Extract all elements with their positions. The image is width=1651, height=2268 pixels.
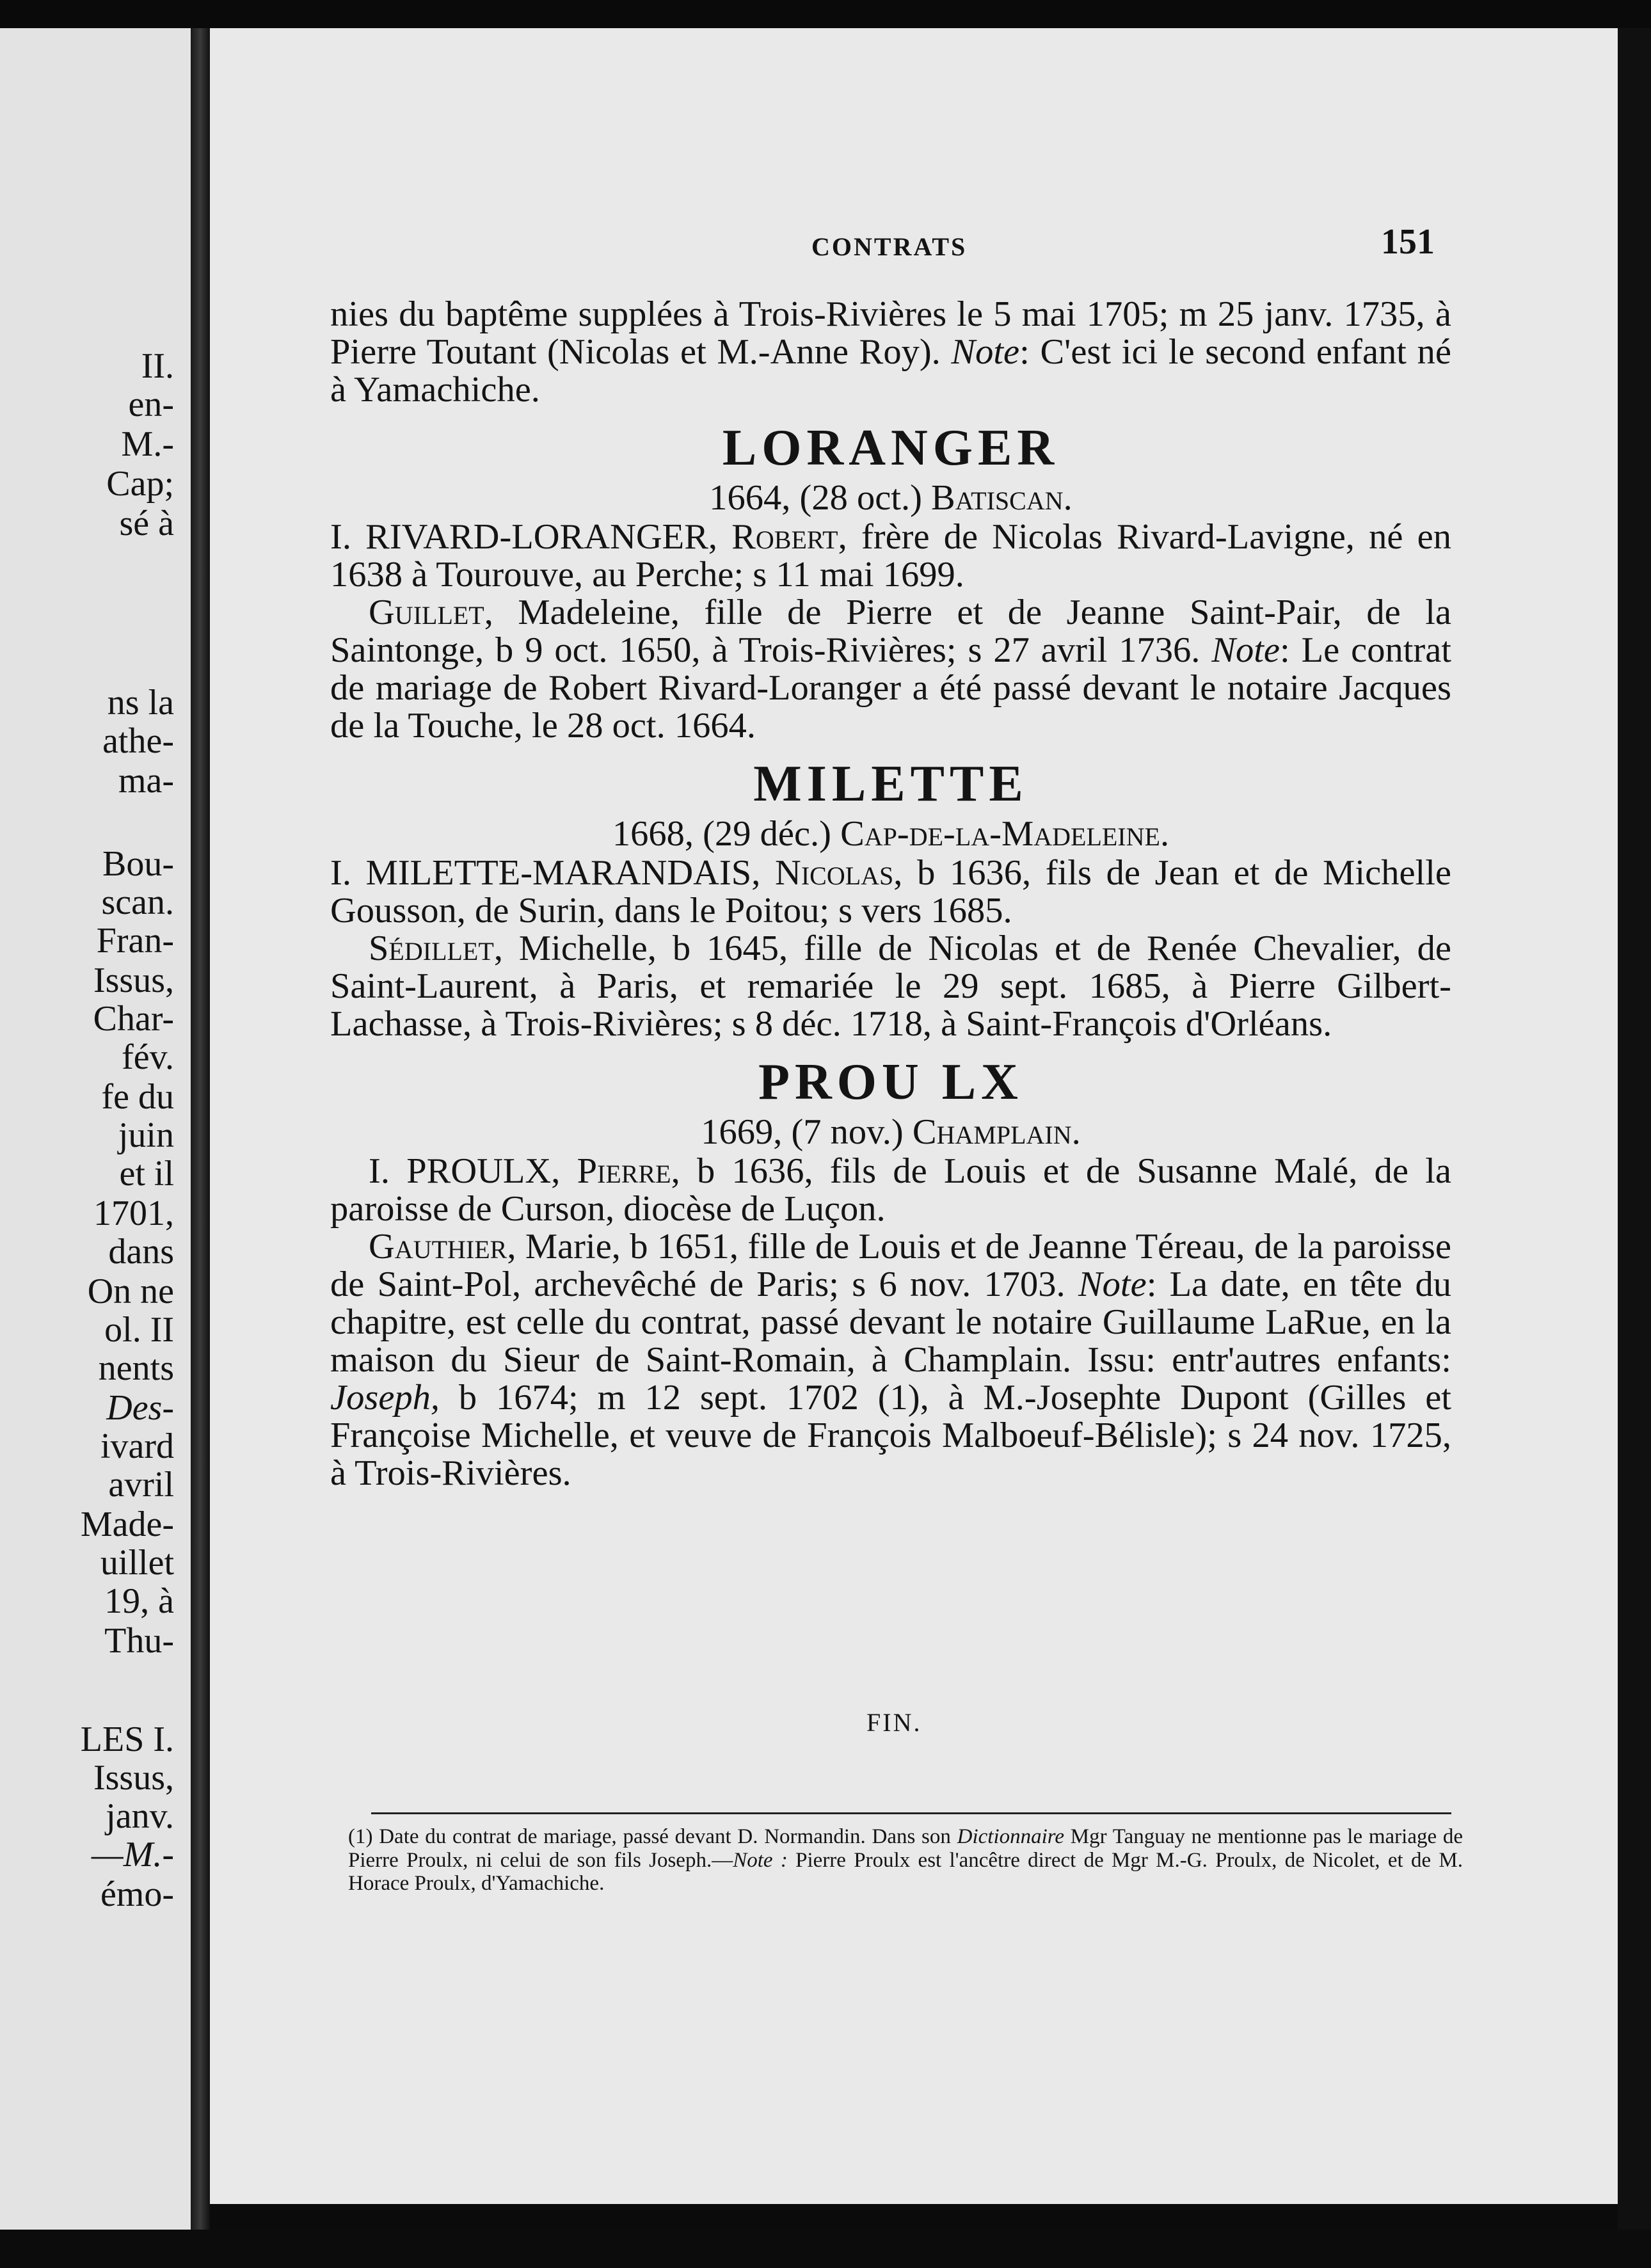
section-title-loranger: LORANGER <box>722 420 1060 476</box>
place-text: Champlain. <box>912 1112 1081 1152</box>
facing-page-text-fragment: Cap; <box>106 464 174 504</box>
footnote-text-3: Pierre Proulx est l'ancêtre direct de Mgr M.-G. Proulx, de Nicolet, et de M. Horace Proulx, d'Yamachiche. <box>348 1848 1463 1895</box>
husband-entry <box>330 518 1451 594</box>
footnote-text-2: Mgr Tanguay ne mentionne pas le mariage de Pierre Proulx, ni celui de son fils Joseph.— <box>348 1825 1463 1872</box>
husband-text: , b 1636, fils de Jean et de Michelle Gousson, de Surin, dans le Poitou; s vers 1685. <box>330 853 1451 930</box>
note-text: : La date, en tête du chapitre, est celle du contrat, passé devant le notaire Guillaume LaRue, en la maison du Sieur de Saint-Romain, à Champlain. Issu: entr'autres enfants: <box>330 1265 1451 1380</box>
facing-page-text-fragment: Char- <box>93 999 174 1039</box>
scan-bottom-edge <box>0 2230 1651 2268</box>
facing-page-text-fragment: 19, à <box>104 1581 174 1621</box>
facing-page-text-fragment: Issus, <box>93 1758 174 1798</box>
note-text-end: b 1674; m 12 sept. 1702 (1), à M.-Josephte Dupont (Gilles et Françoise Michelle, et veuve de François Malboeuf-Bélisle); s 24 nov. 1725, à Trois-Rivières. <box>330 1378 1451 1493</box>
facing-page-text-fragment: scan. <box>101 882 174 922</box>
note-label: Note <box>951 332 1020 372</box>
facing-page-text-fragment: fe du <box>101 1077 174 1117</box>
section-title-proulx: PROU LX <box>758 1054 1023 1110</box>
facing-page-text-fragment: et il <box>119 1154 174 1194</box>
husband-given-name: Nicolas <box>775 853 894 893</box>
facing-page-text-fragment: 1701, <box>93 1194 174 1233</box>
husband-given-name: Pierre <box>577 1151 671 1191</box>
child-name: Joseph, <box>330 1378 440 1418</box>
facing-page-text-fragment: en- <box>128 385 174 424</box>
husband-surname: I. MILETTE-MARANDAIS, <box>330 853 776 893</box>
facing-page-text-fragment: II. <box>141 346 174 386</box>
place-text: Batiscan. <box>931 478 1073 518</box>
footnote-text: (1) Date du contrat de mariage, passé devant D. Normandin. Dans son <box>348 1825 957 1848</box>
wife-entry <box>330 930 1451 1043</box>
husband-surname: I. PROULX, <box>369 1151 577 1191</box>
wife-surname: Guillet <box>369 593 484 632</box>
work-title: Dictionnaire <box>957 1825 1065 1848</box>
wife-text: , Madeleine, fille de Pierre et de Jeanne Saint-Pair, de la Saintonge, b 9 oct. 1650, à Trois-Rivières; s 27 avril 1736. <box>330 593 1451 670</box>
husband-entry <box>330 1153 1451 1228</box>
end-label: FIN. <box>866 1708 922 1737</box>
facing-page-text-fragment: Fran- <box>96 921 174 961</box>
facing-page-text-fragment: Issus, <box>93 961 174 1000</box>
running-title: CONTRATS <box>811 232 968 261</box>
note-text: : Le contrat de mariage de Robert Rivard-Loranger a été passé devant le notaire Jacques de la Touche, le 28 oct. 1664. <box>330 630 1452 746</box>
date-text: 1668, (29 déc.) <box>612 814 841 854</box>
intro-text: nies du baptême supplées à Trois-Rivières le 5 mai 1705; m 25 janv. 1735, à Pierre Toutant (Nicolas et M.-Anne Roy). <box>330 294 1451 372</box>
note-label: Note : <box>733 1848 788 1872</box>
section-date <box>330 479 1451 517</box>
facing-page-text-fragment: ivard <box>100 1426 174 1466</box>
facing-page-text-fragment: fév. <box>122 1037 174 1077</box>
facing-page-text-fragment: Des- <box>106 1388 174 1428</box>
facing-page-text-fragment: dans <box>108 1232 174 1272</box>
main-text <box>330 296 1451 1492</box>
facing-page-text-fragment: athe- <box>102 721 174 761</box>
date-text: 1664, (28 oct.) <box>709 478 932 518</box>
husband-text: , frère de Nicolas Rivard-Lavigne, né en 1638 à Tourouve, au Perche; s 11 mai 1699. <box>330 517 1451 595</box>
facing-page-text-fragment: juin <box>118 1115 174 1155</box>
wife-text: , Marie, b 1651, fille de Louis et de Jeanne Téreau, de la paroisse de Saint-Pol, archevêché de Paris; s 6 nov. 1703. <box>330 1227 1451 1304</box>
section-date <box>330 815 1451 853</box>
facing-page-text-fragment: Thu- <box>104 1621 174 1661</box>
scan-right-edge <box>1618 28 1651 2268</box>
footnote <box>348 1825 1463 1896</box>
intro-text-end: : C'est ici le second enfant né à Yamachiche. <box>330 332 1451 410</box>
scan-top-edge <box>0 0 1651 28</box>
section-title-milette: MILETTE <box>753 756 1028 812</box>
wife-surname: Sédillet <box>369 929 494 968</box>
facing-page-text-fragment: M.- <box>121 424 174 464</box>
wife-entry <box>330 594 1451 745</box>
note-label: Note <box>1211 630 1280 670</box>
facing-page-fragment <box>0 28 191 2230</box>
date-text: 1669, (7 nov.) <box>701 1112 913 1152</box>
facing-page-text-fragment: nents <box>98 1348 174 1388</box>
facing-page-text-fragment: ns la <box>107 683 174 723</box>
husband-text: , b 1636, fils de Louis et de Susanne Malé, de la paroisse de Curson, diocèse de Luçon. <box>330 1151 1451 1229</box>
husband-entry <box>330 854 1451 930</box>
facing-page-text-fragment: avril <box>108 1465 174 1505</box>
facing-page-text-fragment: sé à <box>119 504 174 543</box>
facing-page-text-fragment: —M.- <box>91 1835 174 1874</box>
wife-entry <box>330 1228 1451 1492</box>
facing-page-text-fragment: uillet <box>100 1543 174 1583</box>
husband-surname: I. RIVARD-LORANGER, <box>330 517 732 557</box>
facing-page-text-fragment: janv. <box>106 1796 174 1836</box>
wife-surname: Gauthier <box>369 1227 507 1266</box>
facing-page-text-fragment: On ne <box>87 1272 174 1311</box>
facing-page-text-fragment: Made- <box>80 1505 174 1544</box>
wife-text: , Michelle, b 1645, fille de Nicolas et de Renée Chevalier, de Saint-Laurent, à Paris, et remariée le 29 sept. 1685, à Pierre Gilbert-Lachasse, à Trois-Rivières; s 8 déc. 1718, à Saint-François d'Orléans. <box>330 929 1451 1044</box>
facing-page-text-fragment: ol. II <box>104 1310 174 1350</box>
facing-page-text-fragment: émo- <box>100 1874 174 1914</box>
husband-given-name: Robert <box>731 517 838 557</box>
note-label: Note <box>1078 1265 1147 1304</box>
footnote-rule <box>371 1812 1451 1814</box>
page-number: 151 <box>1381 222 1435 262</box>
section-date <box>330 1114 1451 1151</box>
facing-page-text-fragment: Bou- <box>102 844 174 884</box>
book-gutter <box>191 28 210 2230</box>
place-text: Cap-de-la-Madeleine. <box>840 814 1170 854</box>
facing-page-text-fragment: ma- <box>118 761 174 801</box>
facing-page-text-fragment: LES I. <box>80 1720 174 1759</box>
intro-paragraph <box>330 296 1451 409</box>
